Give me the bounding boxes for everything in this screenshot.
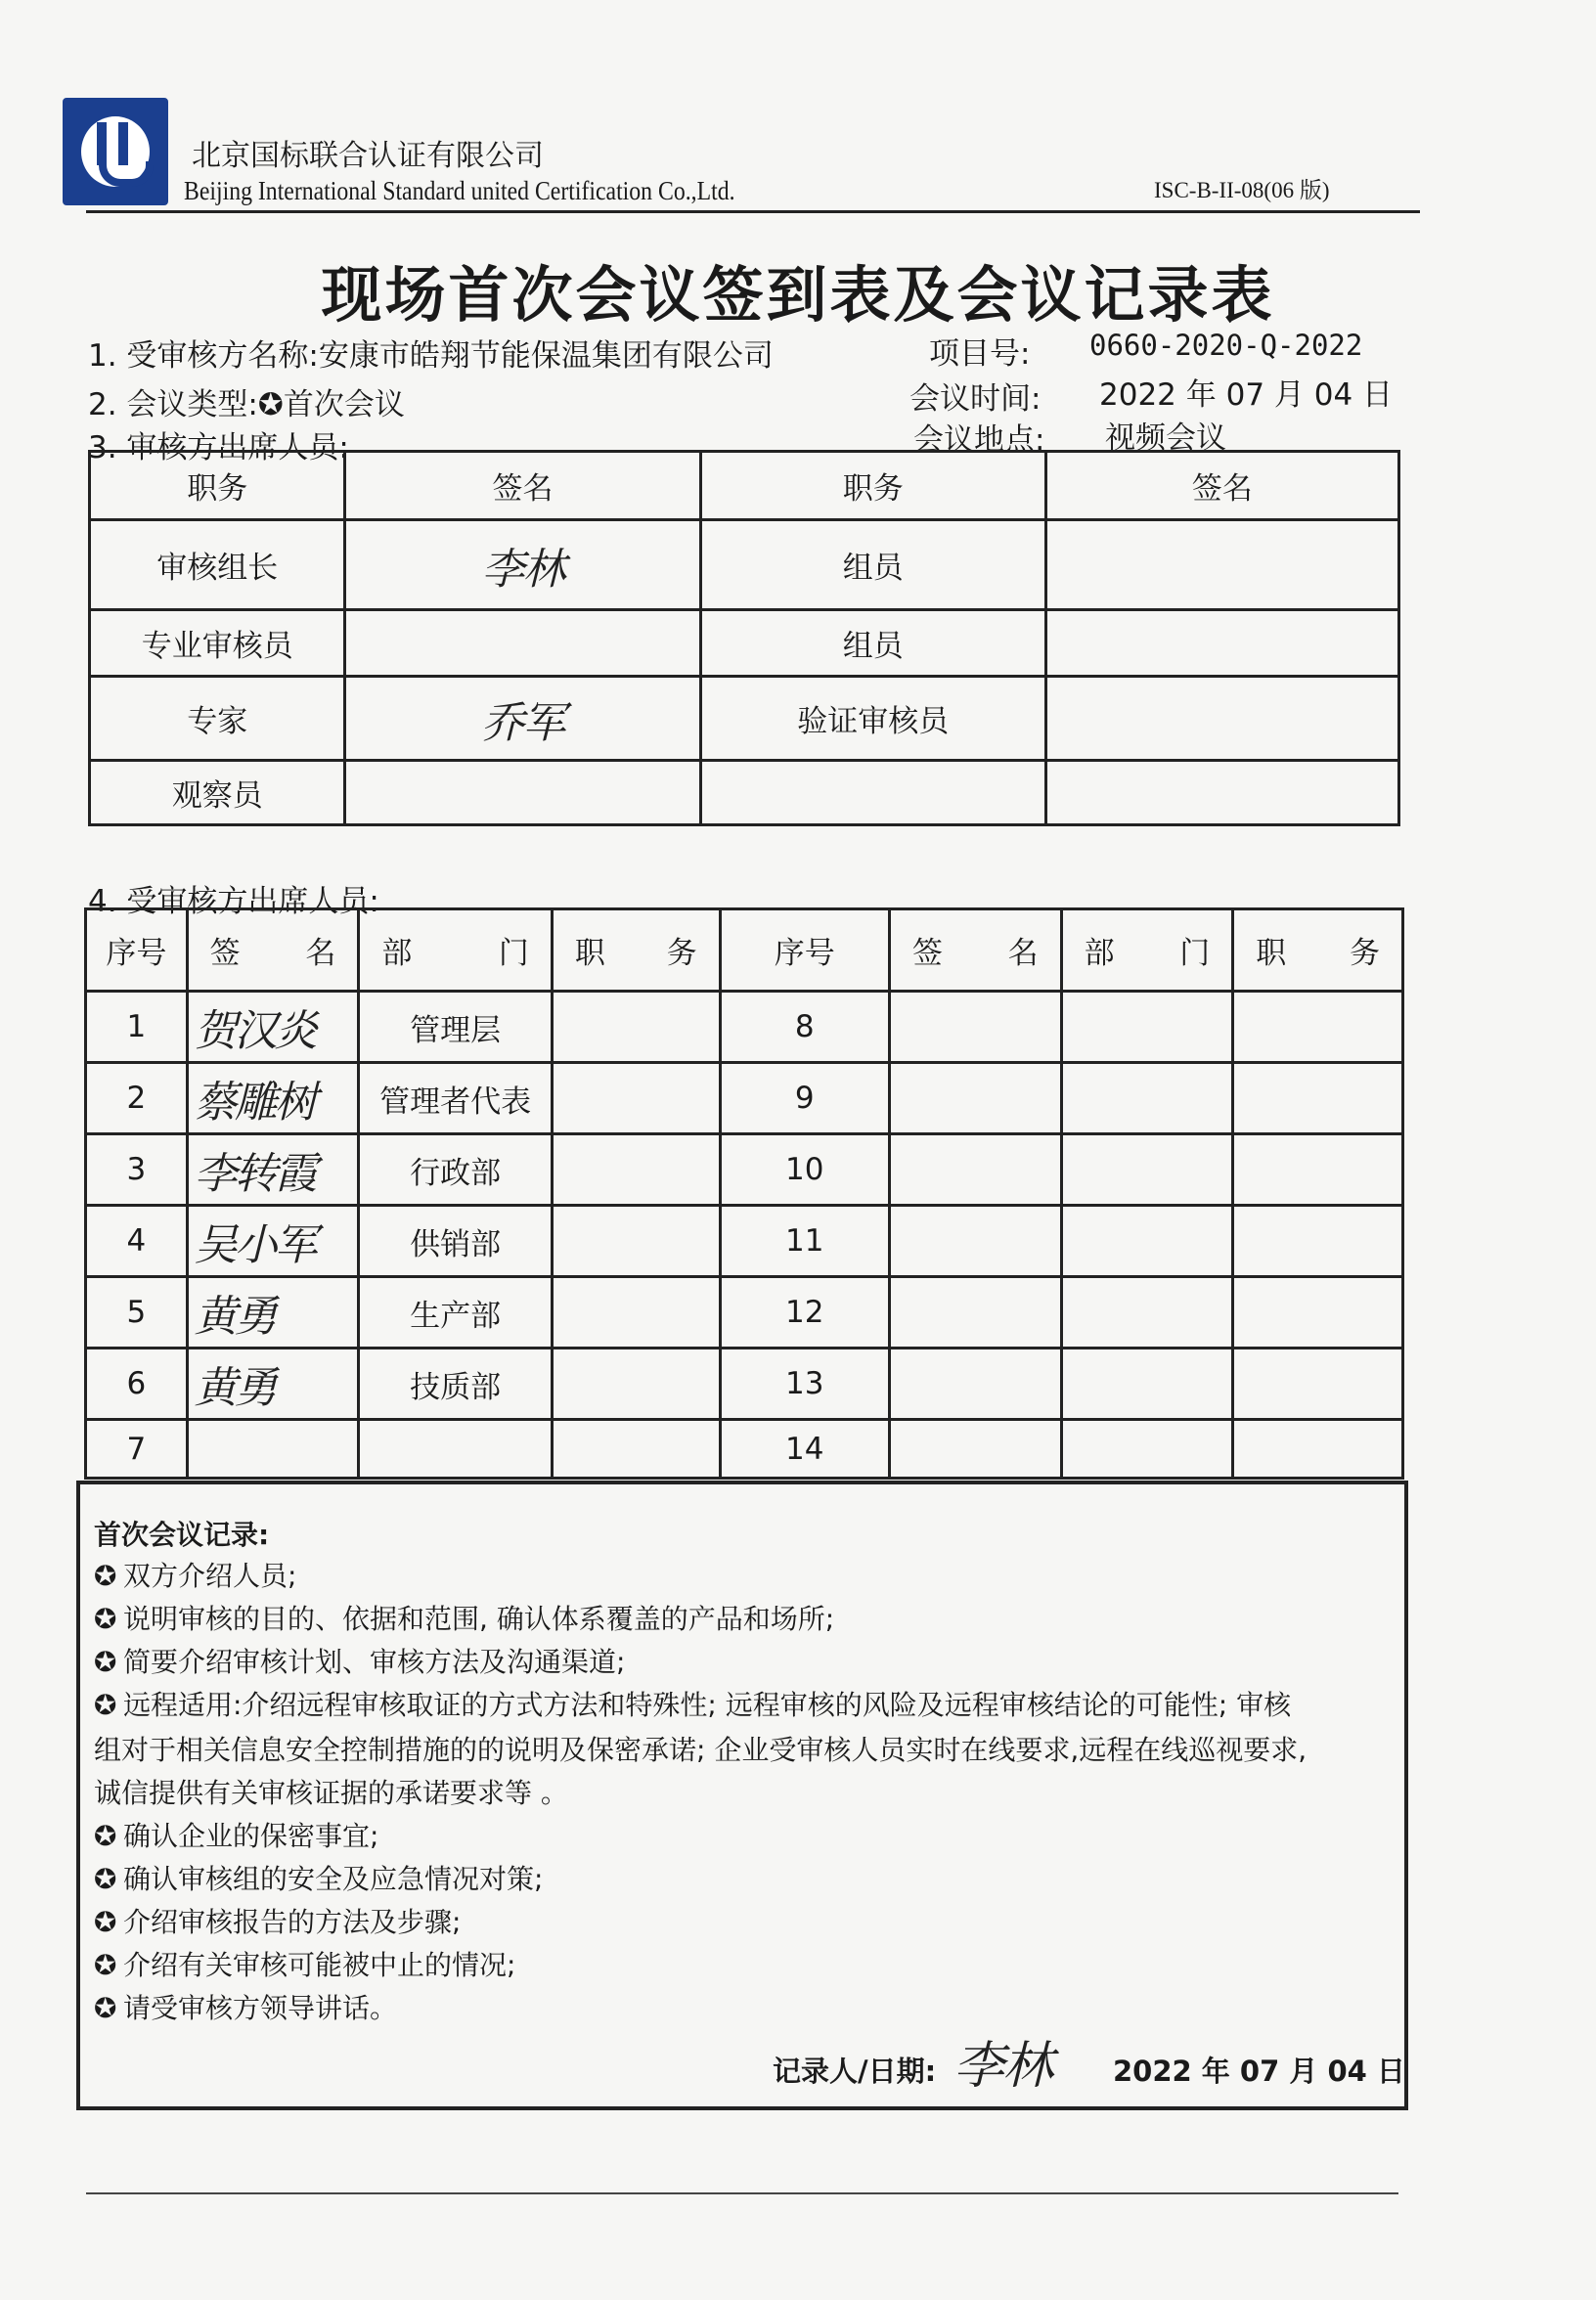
signature-cell <box>1045 610 1398 677</box>
department-cell: 行政部 <box>359 1134 553 1206</box>
header-role-2: 职务 <box>700 452 1045 520</box>
department-cell <box>359 1420 553 1479</box>
record-heading: 首次会议记录: <box>94 1519 270 1551</box>
signature-cell: 李转霞 <box>187 1134 359 1206</box>
signature-cell: 吴小军 <box>187 1206 359 1277</box>
role-cell <box>700 761 1045 825</box>
row-no: 3 <box>86 1134 188 1206</box>
position-cell <box>552 992 720 1063</box>
role-cell: 组员 <box>700 520 1045 610</box>
auditee-attendees-label: 4. 受审核方出席人员: <box>88 884 379 919</box>
department-cell <box>1061 1063 1233 1134</box>
row-no: 14 <box>720 1420 889 1479</box>
auditee-table <box>84 907 1404 1480</box>
signature-cell: 乔军 <box>345 677 700 761</box>
bullet-icon: ✪ <box>94 1689 117 1721</box>
record-item: ✪ 远程适用:介绍远程审核取证的方式方法和特殊性; 远程审核的风险及远程审核结论的可能性; 审核 <box>94 1689 1292 1721</box>
table-row <box>90 677 1399 761</box>
record-continuation: 诚信提供有关审核证据的承诺要求等 。 <box>94 1777 568 1809</box>
header-role-1: 职务 <box>90 452 345 520</box>
table-row <box>90 610 1399 677</box>
role-cell: 组员 <box>700 610 1045 677</box>
department-cell <box>1061 1206 1233 1277</box>
record-date: 2022 年 07 月 04 日 <box>1113 2055 1405 2088</box>
project-number: 0660-2020-Q-2022 <box>1089 329 1363 362</box>
signature-cell <box>889 1420 1061 1479</box>
table-row <box>86 1277 1403 1349</box>
signature-cell: 黄勇 <box>187 1277 359 1349</box>
table-row <box>86 1063 1403 1134</box>
department-cell: 生产部 <box>359 1277 553 1349</box>
header-department: 部 门 <box>359 909 553 992</box>
record-item: ✪ 简要介绍审核计划、审核方法及沟通渠道; <box>94 1646 626 1678</box>
signature-cell: 蔡雕树 <box>187 1063 359 1134</box>
form-code: ISC-B-II-08(06 版) <box>1154 178 1330 202</box>
bullet-icon: ✪ <box>94 1646 117 1678</box>
position-cell <box>552 1349 720 1420</box>
position-cell <box>1233 1134 1403 1206</box>
company-name-en: Beijing International Standard united Certification Co.,Ltd. <box>184 176 735 205</box>
record-item: ✪ 确认审核组的安全及应急情况对策; <box>94 1863 544 1895</box>
signature-cell <box>889 1277 1061 1349</box>
page-title: 现场首次会议签到表及会议记录表 <box>321 259 1275 331</box>
meeting-type-label: 2. 会议类型: <box>88 387 258 422</box>
role-cell: 专家 <box>90 677 345 761</box>
auditee-label: 1. 受审核方名称: <box>88 338 319 374</box>
table-row <box>90 520 1399 610</box>
table-row <box>86 1206 1403 1277</box>
bullet-icon: ✪ <box>94 1992 117 2024</box>
signature-cell <box>1045 520 1398 610</box>
row-no: 7 <box>86 1420 188 1479</box>
record-item: ✪ 双方介绍人员; <box>94 1560 297 1592</box>
bullet-icon: ✪ <box>94 1560 117 1592</box>
row-no: 8 <box>720 992 889 1063</box>
position-cell <box>1233 1349 1403 1420</box>
role-cell: 审核组长 <box>90 520 345 610</box>
project-label: 项目号: <box>929 336 1031 372</box>
auditor-table-header <box>90 452 1399 520</box>
row-no: 9 <box>720 1063 889 1134</box>
header-signature-1: 签名 <box>345 452 700 520</box>
signature-cell <box>1045 677 1398 761</box>
signature-cell <box>345 761 700 825</box>
signature-cell <box>1045 761 1398 825</box>
signature-cell: 贺汉炎 <box>187 992 359 1063</box>
bullet-icon: ✪ <box>94 1949 117 1981</box>
recorder-signature: 李林 <box>953 2037 1052 2096</box>
signature-cell <box>889 1134 1061 1206</box>
header-divider <box>86 210 1420 213</box>
footer-divider <box>86 2192 1398 2194</box>
position-cell <box>552 1277 720 1349</box>
record-continuation: 组对于相关信息安全控制措施的的说明及保密承诺; 企业受审核人员实时在线要求,远程在线巡视要求, <box>94 1734 1308 1766</box>
department-cell <box>1061 1134 1233 1206</box>
row-no: 12 <box>720 1277 889 1349</box>
signature-cell <box>345 610 700 677</box>
department-cell: 技质部 <box>359 1349 553 1420</box>
table-row <box>86 1134 1403 1206</box>
department-cell <box>1061 1277 1233 1349</box>
bullet-icon: ✪ <box>94 1603 117 1635</box>
meeting-type: ✪首次会议 <box>257 387 405 422</box>
table-row <box>86 992 1403 1063</box>
header-no: 序号 <box>86 909 188 992</box>
role-cell: 验证审核员 <box>700 677 1045 761</box>
auditee-name-line <box>88 331 774 375</box>
position-cell <box>1233 1277 1403 1349</box>
department-cell: 管理者代表 <box>359 1063 553 1134</box>
row-no: 2 <box>86 1063 188 1134</box>
row-no: 13 <box>720 1349 889 1420</box>
signature-cell: 李林 <box>345 520 700 610</box>
position-cell <box>552 1063 720 1134</box>
meeting-place: 视频会议 <box>1105 420 1226 456</box>
signature-cell <box>187 1420 359 1479</box>
table-row <box>86 1420 1403 1479</box>
header-position-2: 职 务 <box>1233 909 1403 992</box>
header-signature-2: 签 名 <box>889 909 1061 992</box>
position-cell <box>1233 992 1403 1063</box>
row-no: 5 <box>86 1277 188 1349</box>
role-cell: 专业审核员 <box>90 610 345 677</box>
bullet-icon: ✪ <box>94 1906 117 1938</box>
record-item: ✪ 确认企业的保密事宜; <box>94 1820 379 1852</box>
position-cell <box>552 1134 720 1206</box>
table-row <box>86 1349 1403 1420</box>
company-name-cn: 北京国标联合认证有限公司 <box>192 139 544 173</box>
auditee-name: 安康市皓翔节能保温集团有限公司 <box>318 338 774 374</box>
row-no: 4 <box>86 1206 188 1277</box>
company-logo <box>63 98 168 205</box>
auditor-table <box>88 450 1400 826</box>
department-cell <box>1061 992 1233 1063</box>
signature-cell: 黄勇 <box>187 1349 359 1420</box>
department-cell: 管理层 <box>359 992 553 1063</box>
department-cell: 供销部 <box>359 1206 553 1277</box>
row-no: 11 <box>720 1206 889 1277</box>
row-no: 1 <box>86 992 188 1063</box>
record-item: ✪ 介绍审核报告的方法及步骤; <box>94 1906 462 1938</box>
signature-cell <box>889 1063 1061 1134</box>
department-cell <box>1061 1420 1233 1479</box>
bullet-icon: ✪ <box>94 1863 117 1895</box>
meeting-place-label: 会议地点: <box>913 422 1045 458</box>
meeting-time: 2022 年 07 月 04 日 <box>1099 377 1394 413</box>
signature-cell <box>889 1349 1061 1420</box>
table-row <box>90 761 1399 825</box>
record-item: ✪ 说明审核的目的、依据和范围, 确认体系覆盖的产品和场所; <box>94 1603 835 1635</box>
signature-cell <box>889 992 1061 1063</box>
department-cell <box>1061 1349 1233 1420</box>
header-signature-2: 签名 <box>1045 452 1398 520</box>
row-no: 6 <box>86 1349 188 1420</box>
record-item: ✪ 介绍有关审核可能被中止的情况; <box>94 1949 516 1981</box>
header-position: 职 务 <box>552 909 720 992</box>
position-cell <box>552 1206 720 1277</box>
position-cell <box>1233 1063 1403 1134</box>
position-cell <box>1233 1420 1403 1479</box>
auditors-label: 3. 审核方出席人员: <box>88 430 349 465</box>
record-item: ✪ 请受审核方领导讲话。 <box>94 1992 398 2024</box>
role-cell: 观察员 <box>90 761 345 825</box>
header-no-2: 序号 <box>720 909 889 992</box>
header-department-2: 部 门 <box>1061 909 1233 992</box>
recorder-label: 记录人/日期: <box>773 2055 937 2088</box>
header-signature: 签 名 <box>187 909 359 992</box>
auditee-table-header <box>86 909 1403 992</box>
position-cell <box>1233 1206 1403 1277</box>
signature-cell <box>889 1206 1061 1277</box>
row-no: 10 <box>720 1134 889 1206</box>
meeting-type-line <box>88 379 405 423</box>
meeting-time-label: 会议时间: <box>909 381 1042 417</box>
position-cell <box>552 1420 720 1479</box>
bullet-icon: ✪ <box>94 1820 117 1852</box>
